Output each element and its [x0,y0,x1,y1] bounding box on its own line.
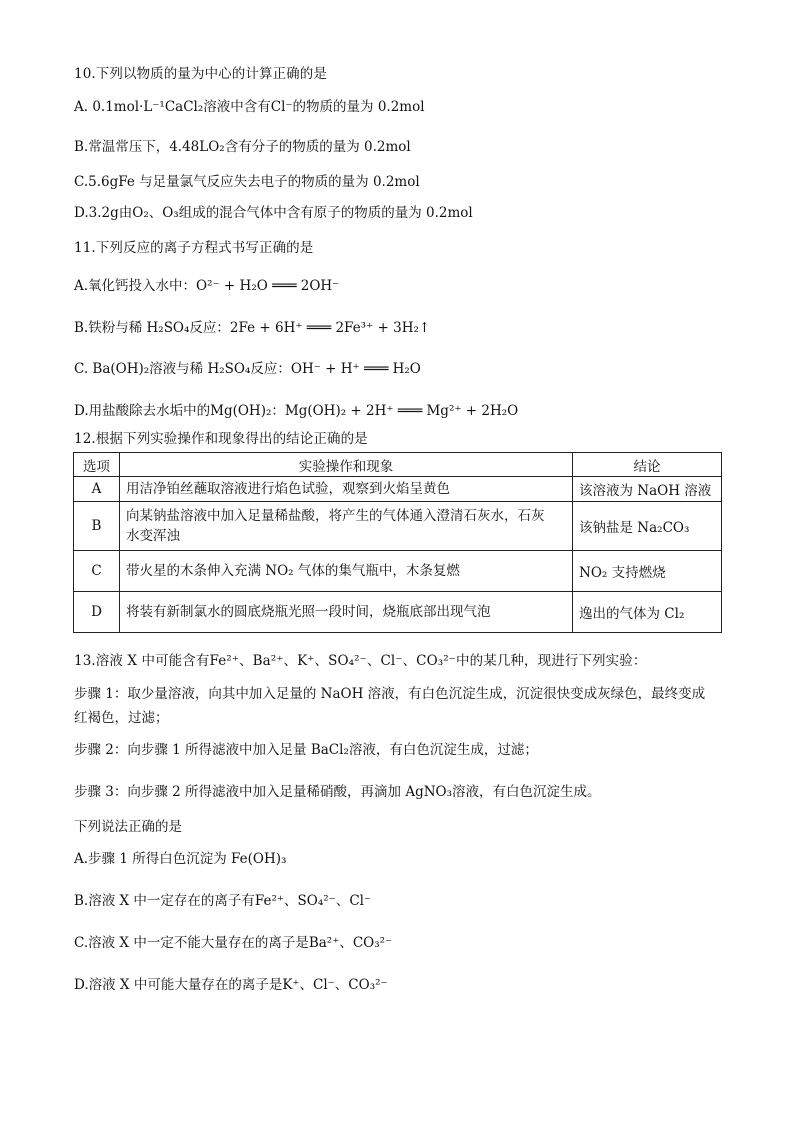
row-b-procedure-line1: 向某钠盐溶液中加入足量稀盐酸，将产生的气体通入澄清石灰水，石灰 [126,508,545,524]
row-d-conclusion: 逸出的气体为 Cl₂ [573,592,722,633]
q13-option-d: D.溶液 X 中可能大量存在的离子是K⁺、Cl⁻、CO₃²⁻ [74,977,388,993]
experiment-table [73,452,722,633]
row-b-conclusion: 该钠盐是 Na₂CO₃ [573,502,722,551]
header-conclusion: 结论 [573,453,722,477]
q13-step3: 步骤 3：向步骤 2 所得滤液中加入足量稀硝酸，再滴加 AgNO₃溶液，有白色沉淀生成。 [74,784,601,800]
q13-stem: 13.溶液 X 中可能含有Fe²⁺、Ba²⁺、K⁺、SO₄²⁻、Cl⁻、CO₃²⁻中的某几种，现进行下列实验： [74,653,647,669]
q10-option-d: D.3.2g由O₂、O₃组成的混合气体中含有原子的物质的量为 0.2mol [74,205,473,221]
q10-option-a: A. 0.1mol·L⁻¹CaCl₂溶液中含有Cl⁻的物质的量为 0.2mol [74,99,425,115]
q11-option-d: D.用盐酸除去水垢中的Mg(OH)₂：Mg(OH)₂ + 2H⁺ ═══ Mg²⁺ + 2H₂O [74,403,519,419]
row-d-option: D [74,592,120,633]
header-option: 选项 [74,453,120,477]
table-row [74,477,722,502]
q13-step1-line1: 步骤 1：取少量溶液，向其中加入足量的 NaOH 溶液，有白色沉淀生成，沉淀很快变成灰绿色，最终变成 [74,686,706,702]
header-procedure: 实验操作和现象 [120,453,573,477]
row-b-option: B [74,502,120,551]
q13-option-c: C.溶液 X 中一定不能大量存在的离子是Ba²⁺、CO₃²⁻ [74,935,393,951]
row-a-option: A [74,477,120,502]
row-c-option: C [74,551,120,592]
row-a-conclusion: 该溶液为 NaOH 溶液 [573,477,722,502]
table-header-row [74,453,722,477]
q11-option-c: C. Ba(OH)₂溶液与稀 H₂SO₄反应：OH⁻ + H⁺ ═══ H₂O [74,361,421,377]
table-row [74,551,722,592]
row-d-procedure: 将装有新制氯水的圆底烧瓶光照一段时间，烧瓶底部出现气泡 [120,592,573,633]
q13-step2: 步骤 2：向步骤 1 所得滤液中加入足量 BaCl₂溶液，有白色沉淀生成，过滤； [74,742,538,758]
q13-prompt: 下列说法正确的是 [74,819,182,835]
q10-stem: 10.下列以物质的量为中心的计算正确的是 [74,66,327,82]
row-c-procedure: 带火星的木条伸入充满 NO₂ 气体的集气瓶中，木条复燃 [120,551,573,592]
q11-stem: 11.下列反应的离子方程式书写正确的是 [74,240,314,256]
table-row [74,592,722,633]
q10-option-c: C.5.6gFe 与足量氯气反应失去电子的物质的量为 0.2mol [74,174,420,190]
q13-option-b: B.溶液 X 中一定存在的离子有Fe²⁺、SO₄²⁻、Cl⁻ [74,893,372,909]
row-c-conclusion: NO₂ 支持燃烧 [573,551,722,592]
q10-option-b: B.常温常压下，4.48LO₂含有分子的物质的量为 0.2mol [74,139,411,155]
table-row [74,502,722,551]
q13-step1-line2: 红褐色，过滤； [74,710,169,726]
row-b-procedure-line2: 水变浑浊 [126,528,180,544]
q13-option-a: A.步骤 1 所得白色沉淀为 Fe(OH)₃ [74,851,287,867]
row-b-procedure [120,502,573,551]
q12-stem: 12.根据下列实验操作和现象得出的结论正确的是 [74,431,368,447]
q11-option-b: B.铁粉与稀 H₂SO₄反应：2Fe + 6H⁺ ═══ 2Fe³⁺ + 3H₂↑ [74,320,431,336]
q11-option-a: A.氧化钙投入水中：O²⁻ + H₂O ═══ 2OH⁻ [74,278,340,294]
row-a-procedure: 用洁净铂丝蘸取溶液进行焰色试验，观察到火焰呈黄色 [120,477,573,502]
